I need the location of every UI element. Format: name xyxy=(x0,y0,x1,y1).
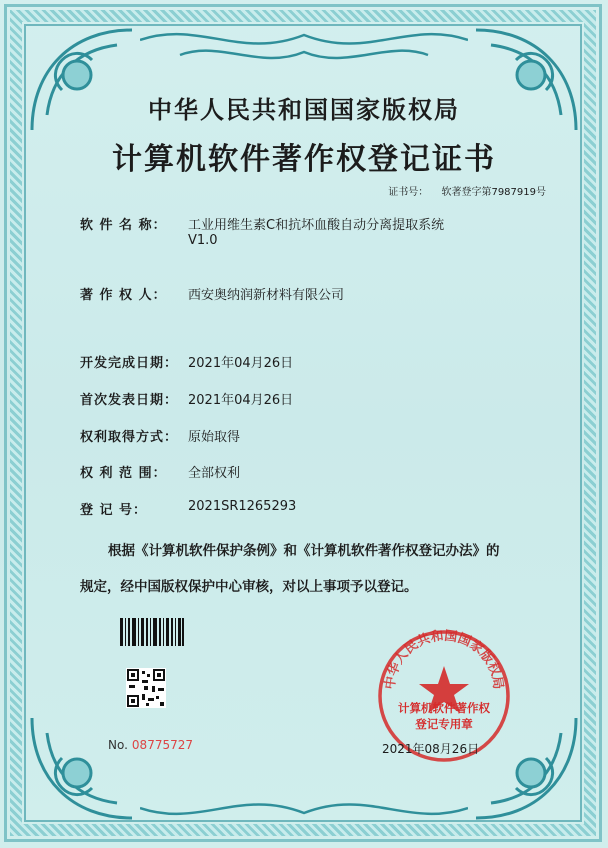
reg-no-label: 登 记 号： xyxy=(80,503,148,518)
software-name-value xyxy=(188,214,444,248)
owner-field xyxy=(80,284,344,303)
dev-date-value: 2021年04月26日 xyxy=(188,356,294,371)
software-name-line2: V1.0 xyxy=(188,233,218,248)
scope-field xyxy=(80,462,240,481)
owner-label: 著 作 权 人： xyxy=(80,288,167,303)
seal-arc-text: 中华人民共和国国家版权局 xyxy=(382,628,506,691)
acquire-value: 原始取得 xyxy=(188,430,241,445)
acquire-field xyxy=(80,426,240,445)
serial-number-label: No. xyxy=(108,738,128,752)
pub-date-value: 2021年04月26日 xyxy=(188,393,294,408)
issue-date: 2021年08月26日 xyxy=(382,742,480,756)
certificate-number-label: 证书号： xyxy=(388,187,429,198)
issuer-title: 中华人民共和国国家版权局 xyxy=(148,95,460,124)
reg-no-value: 2021SR1265293 xyxy=(188,499,297,514)
bottom-scroll-ornament xyxy=(140,778,468,828)
certificate-number xyxy=(388,183,546,198)
legal-basis-text: 根据《计算机软件保护条例》和《计算机软件著作权登记办法》的 xyxy=(108,543,500,559)
certificate-title: 计算机软件著作权登记证书 xyxy=(112,142,496,177)
software-name-line1: 工业用维生素C和抗坏血酸自动分离提取系统 xyxy=(188,218,445,233)
top-scroll-ornament xyxy=(140,20,468,80)
scope-label: 权 利 范 围： xyxy=(80,466,167,481)
barcode-icon xyxy=(120,618,184,646)
seal-line1: 计算机软件著作权 xyxy=(398,701,490,715)
scope-value: 全部权利 xyxy=(188,466,241,481)
pub-date-field xyxy=(80,389,293,408)
acquire-label: 权利取得方式： xyxy=(80,430,179,445)
corner-ornament-bottom-left xyxy=(22,708,142,828)
qr-code-icon xyxy=(126,668,166,708)
software-name-field xyxy=(80,214,444,248)
reg-no-field xyxy=(80,499,296,518)
software-name-label: 软 件 名 称： xyxy=(80,218,167,233)
owner-value: 西安奥纳润新材料有限公司 xyxy=(188,288,345,303)
seal-line2: 登记专用章 xyxy=(415,717,473,731)
seal-label xyxy=(374,700,514,732)
serial-number-value: 08775727 xyxy=(131,738,193,752)
pub-date-label: 首次发表日期： xyxy=(80,393,179,408)
approval-text: 规定，经中国版权保护中心审核，对以上事项予以登记。 xyxy=(80,579,418,595)
certificate-number-value: 软著登字第7987919号 xyxy=(441,187,546,198)
serial-number xyxy=(108,738,193,752)
dev-date-label: 开发完成日期： xyxy=(80,356,179,371)
dev-date-field xyxy=(80,352,293,371)
